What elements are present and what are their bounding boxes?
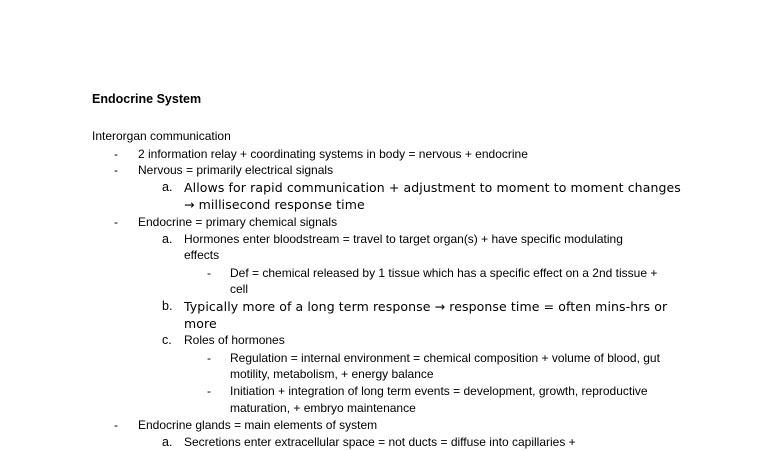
list-item: Nervous = primarily electrical signals: [138, 163, 334, 177]
list-marker-a: a.: [162, 232, 173, 246]
list-item: Endocrine glands = main elements of system: [138, 418, 378, 432]
list-marker-b: b.: [162, 299, 173, 313]
list-marker-a: a.: [162, 435, 173, 449]
section-heading: Interorgan communication: [92, 129, 231, 143]
list-item-continued: cell: [230, 282, 249, 296]
bullet-dash: -: [114, 163, 118, 177]
list-item: Regulation = internal environment = chemical composition + volume of blood, gut: [230, 351, 660, 365]
list-item: Roles of hormones: [184, 333, 285, 347]
list-item: Initiation + integration of long term events = development, growth, reproductive: [230, 384, 648, 398]
list-item: Def = chemical released by 1 tissue which has a specific effect on a 2nd tissue +: [230, 266, 658, 280]
list-item-continued: more: [184, 316, 217, 331]
list-item: Endocrine = primary chemical signals: [138, 215, 338, 229]
document-title: Endocrine System: [92, 92, 202, 106]
list-item-continued: motility, metabolism, + energy balance: [230, 367, 434, 381]
bullet-dash: -: [114, 418, 118, 432]
list-item: Secretions enter extracellular space = not ducts = diffuse into capillaries +: [184, 435, 576, 449]
list-item: Allows for rapid communication + adjustment to moment to moment changes: [184, 180, 681, 195]
list-item: Hormones enter bloodstream = travel to target organ(s) + have specific modulating: [184, 232, 623, 246]
list-item-continued: effects: [184, 248, 220, 262]
list-item: Typically more of a long term response → response time = often mins-hrs or: [184, 299, 668, 314]
bullet-dash: -: [207, 266, 211, 280]
list-item-continued: → millisecond response time: [184, 197, 365, 212]
list-marker-a: a.: [162, 180, 173, 194]
bullet-dash: -: [207, 384, 211, 398]
bullet-dash: -: [207, 351, 211, 365]
list-item-continued: maturation, + embryo maintenance: [230, 401, 416, 415]
bullet-dash: -: [114, 215, 118, 229]
list-item: 2 information relay + coordinating systems in body = nervous + endocrine: [138, 147, 528, 161]
list-marker-c: c.: [162, 333, 172, 347]
bullet-dash: -: [114, 147, 118, 161]
